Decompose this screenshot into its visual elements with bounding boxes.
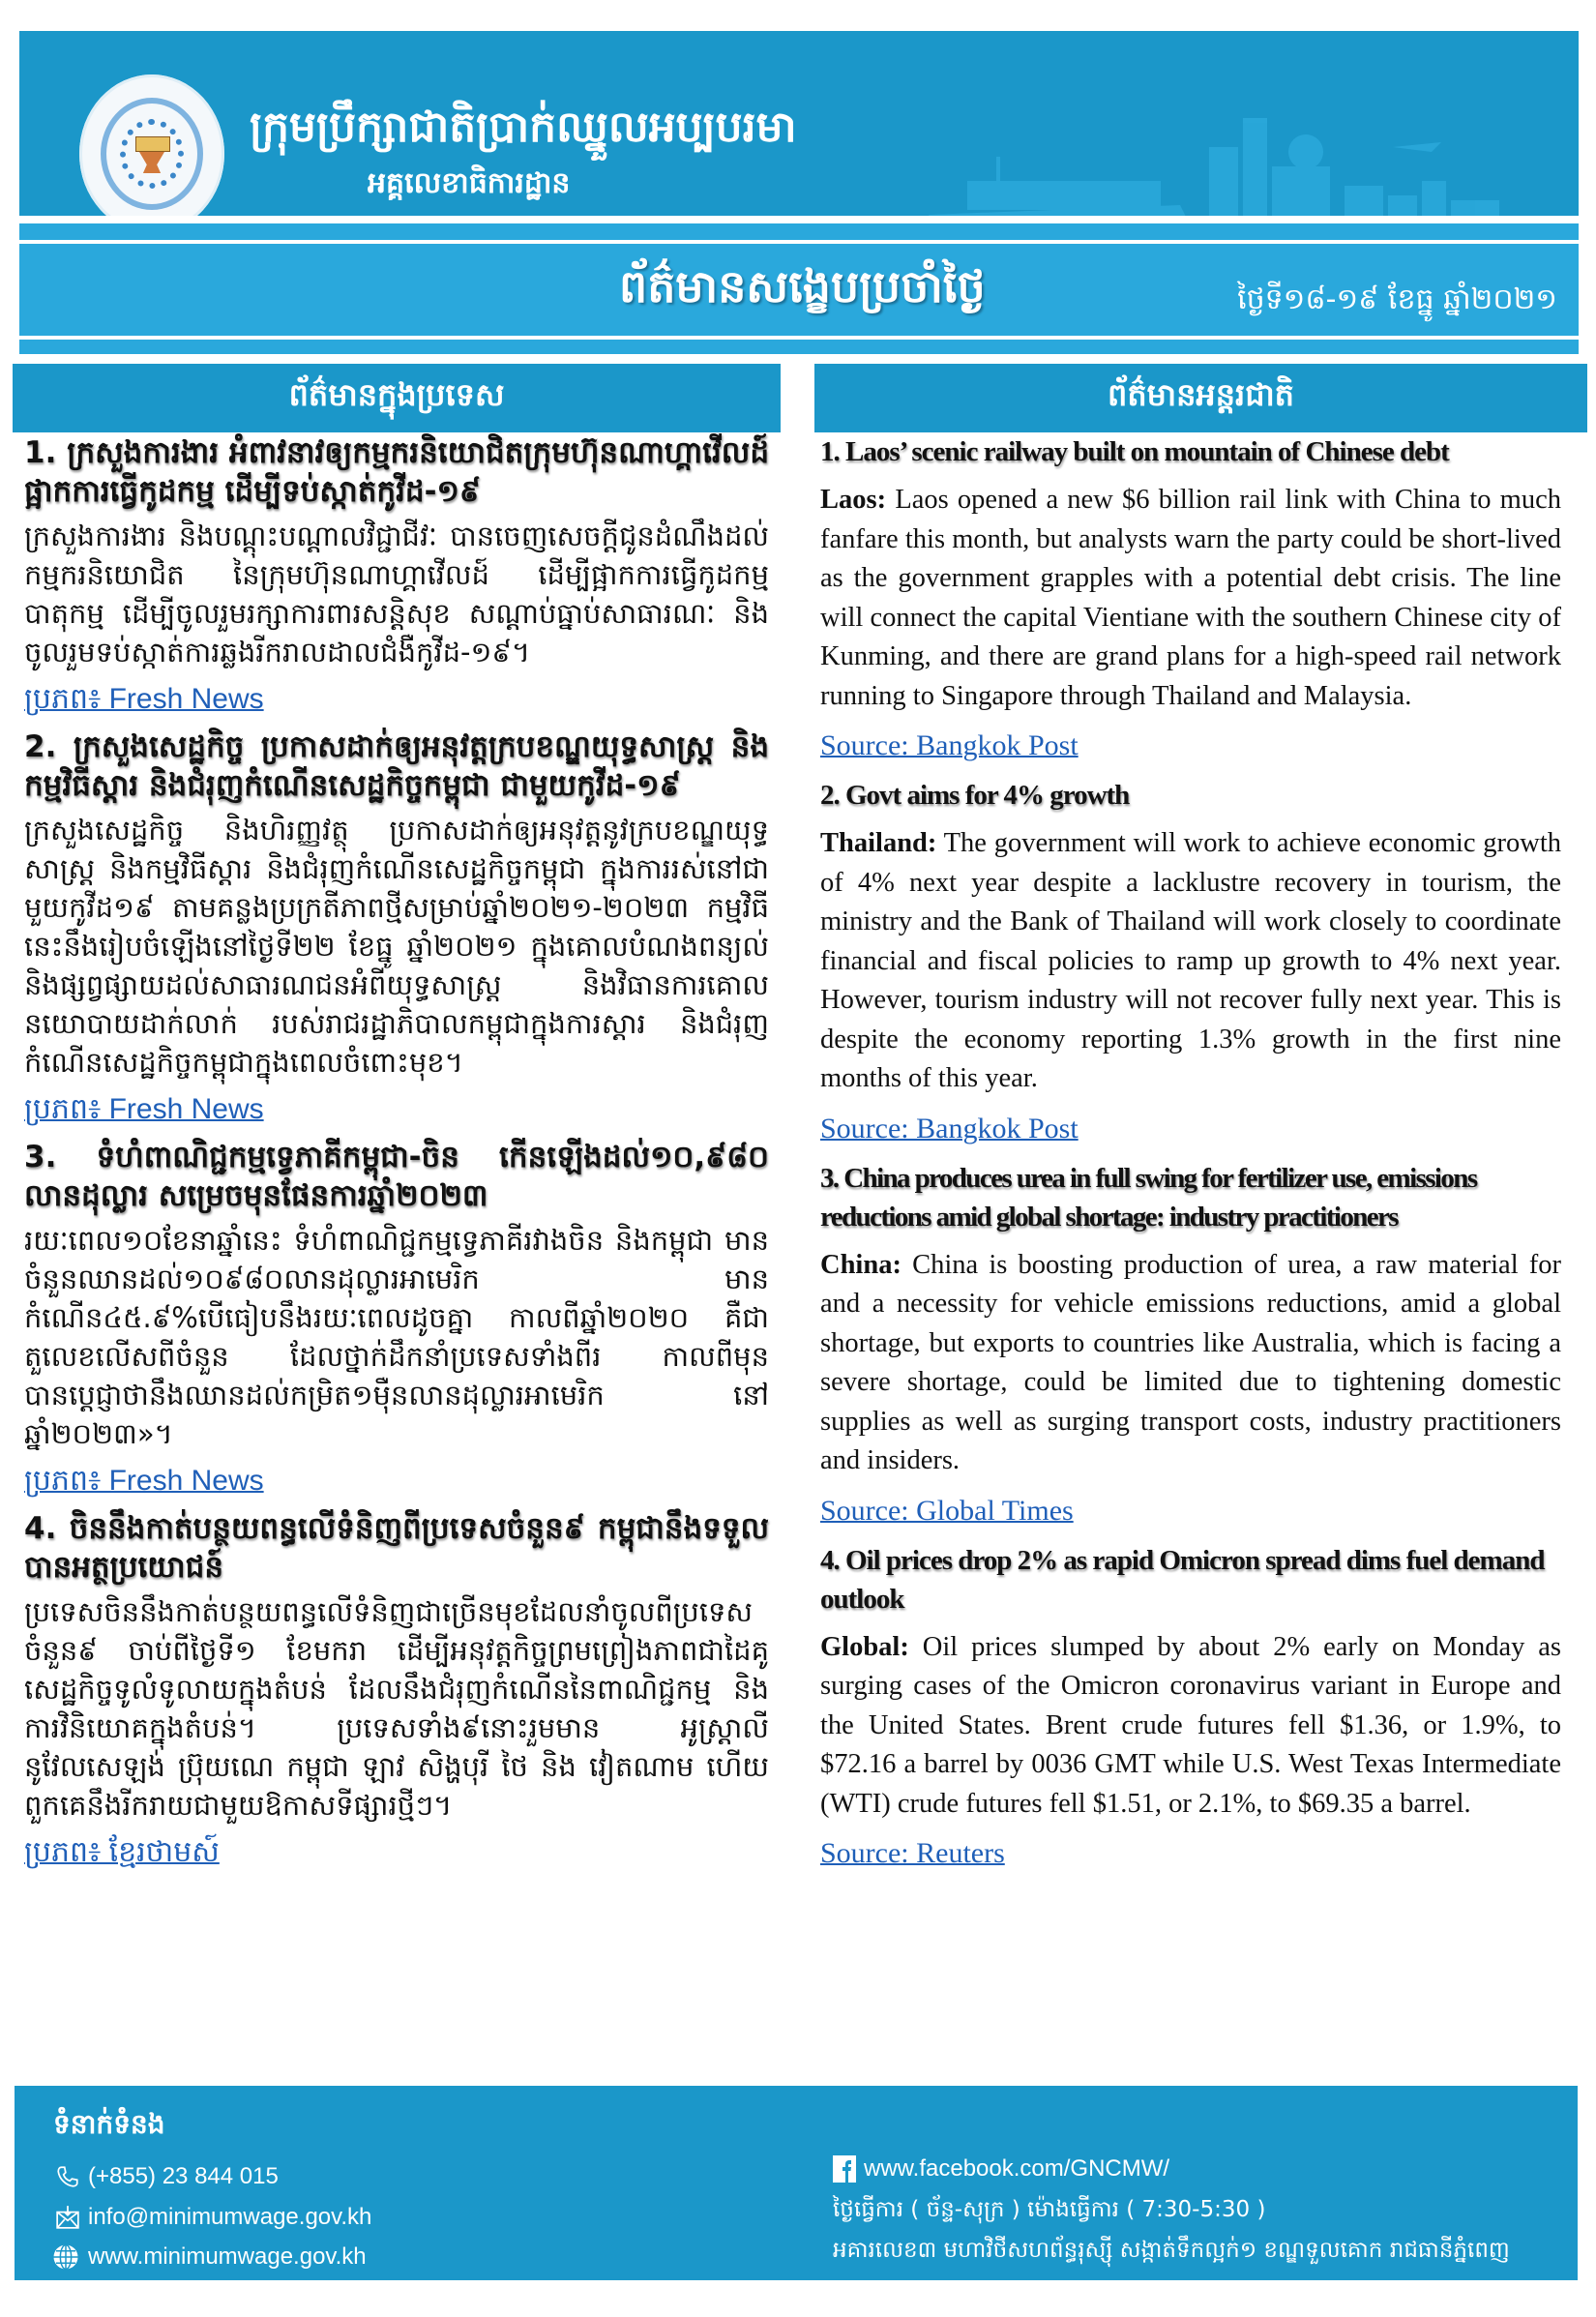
facebook-link[interactable]: www.facebook.com/GNCMW/ xyxy=(864,2155,1170,2182)
local-article xyxy=(24,433,769,728)
header-banner xyxy=(19,31,1579,216)
article-lead: China: xyxy=(820,1249,901,1280)
org-name: ក្រុមប្រឹក្សាជាតិប្រាក់ឈ្នួលអប្បបរមា xyxy=(250,103,797,152)
article-lead: Global: xyxy=(820,1631,909,1662)
article-text: Laos opened a new $6 billion rail link with China to much fanfare this month, but analysts warn the party could be short-lived as the government grapples with a potential debt crisis. The line will connect the capital Vientiane with the southern Chinese city of Kunming, and there are grand plans for a high-speed rail network running to Singapore through Thailand and Malaysia. xyxy=(820,485,1561,711)
article-body: ក្រសួងសេដ្ឋកិច្ច និងហិរញ្ញវត្ថុ ប្រកាសដាក់ឲ្យអនុវត្តនូវក្របខណ្ឌយុទ្ធសាស្ត្រ និងកម្មវិធីស្តារ និងជំរុញកំណើនសេដ្ឋកិច្ចកម្ពុជា ក្នុងការរស់នៅជាមួយកូវីដ១៩ តាមគន្លងប្រក្រតីភាពថ្មីសម្រាប់ឆ្នាំ២០២១-២០២៣ កម្មវិធីនេះនឹងរៀបចំឡើងនៅថ្ងៃទី២២ ខែធ្នូ ឆ្នាំ២០២១ ក្នុងគោលបំណងពន្យល់ និងផ្សព្វផ្សាយដល់សាធារណជនអំពីយុទ្ធសាស្ត្រ និងវិធានការគោលនយោបាយដាក់លាក់ របស់រាជរដ្ឋាភិបាលកម្ពុជាក្នុងការស្តារ និងជំរុញកំណើនសេដ្ឋកិច្ចកម្ពុជាក្នុងពេលចំពោះមុខ។ xyxy=(24,814,769,1079)
org-subtitle: អគ្គលេខាធិការដ្ឋាន xyxy=(368,166,571,200)
source-link[interactable]: Source: Global Times xyxy=(820,1494,1074,1527)
article-body xyxy=(820,481,1561,716)
source-link[interactable]: Source: Reuters xyxy=(820,1837,1005,1869)
article-body: រយៈពេល១០ខែនាឆ្នាំនេះ ទំហំពាណិជ្ជកម្មទ្វេភាគីរវាងចិន និងកម្ពុជា មានចំនួនឈានដល់១០៩៨០លានដុល្លារអាមេរិក មានកំណើន៤៥.៩%បើធៀបនឹងរយៈពេលដូចគ្នា កាលពីឆ្នាំ២០២០ គឺជាតួលេខលើសពីចំនួន ដែលថ្នាក់ដឹកនាំប្រទេសទាំងពីរ កាលពីមុនបានប្តេជ្ញាថានឹងឈានដល់កម្រិត១ម៉ឺនលានដុល្លារអាមេរិក នៅឆ្នាំ២០២៣»។ xyxy=(24,1224,769,1450)
skyline-illustration xyxy=(890,89,1567,216)
source-link[interactable]: Source: Bangkok Post xyxy=(820,729,1079,761)
local-article xyxy=(24,1509,769,1881)
source-link[interactable]: ប្រភព៖ Fresh News xyxy=(24,1465,264,1497)
local-news-heading: ព័ត៌មានក្នុងប្រទេស xyxy=(13,364,781,432)
article-title: 4. Oil prices drop 2% as rapid Omicron spread dims fuel demand outlook xyxy=(820,1544,1545,1615)
email-icon xyxy=(55,2205,80,2230)
phone-number[interactable]: (+855) 23 844 015 xyxy=(88,2163,279,2189)
address: អគារលេខ៣ មហាវិថីសហព័ន្ធរុស្ស៊ី សង្កាត់ទឹកល្អក់១ ខណ្ឌទួលគោក រាជធានីភ្នំពេញ xyxy=(833,2238,1510,2263)
local-article xyxy=(24,728,769,1138)
intl-article xyxy=(820,1159,1561,1541)
email-row xyxy=(55,2204,371,2231)
website-link[interactable]: www.minimumwage.gov.kh xyxy=(88,2243,367,2270)
globe-icon xyxy=(51,2243,80,2272)
source-link[interactable]: ប្រភព៖ Fresh News xyxy=(24,1093,264,1125)
article-title: 2. Govt aims for 4% growth xyxy=(820,780,1130,811)
phone-icon xyxy=(55,2164,80,2189)
article-lead: Thailand: xyxy=(820,828,937,858)
article-body xyxy=(820,1628,1561,1825)
phone-row xyxy=(55,2163,279,2190)
contact-title: ទំនាក់ទំនង xyxy=(53,2108,165,2140)
intl-article xyxy=(820,432,1561,776)
article-title: 3. ទំហំពាណិជ្ជកម្មទ្វេភាគីកម្ពុជា-ចិន កើនឡើងដល់១០,៩៨០ លានដុល្លារ សម្រេចមុនផែនការឆ្នាំ២០២៣ xyxy=(24,1140,769,1213)
divider-bar xyxy=(19,340,1579,354)
article-body xyxy=(820,824,1561,1099)
article-text: The government will work to achieve economic growth of 4% next year despite a lacklustre recovery in tourism, the ministry and the Bank of Thailand will work closely to coordinate financial and fiscal policies to ramp up growth to 4% next year. However, tourism industry will not recover fully next year. This is despite the economy reporting 1.3% growth in the first nine months of this year. xyxy=(820,828,1561,1093)
article-title: 2. ក្រសួងសេដ្ឋកិច្ច ប្រកាសដាក់ឲ្យអនុវត្តក្របខណ្ឌយុទ្ធសាស្ត្រ និងកម្មវិធីស្តារ និងជំរុញកំណើនសេដ្ឋកិច្ចកម្ពុជា ជាមួយកូវីដ-១៩ xyxy=(24,729,769,803)
article-text: China is boosting production of urea, a raw material for and a necessity for vehicle emissions reductions, amid a global shortage, but exports to countries like Australia, which is facing a severe shortage, could be limited due to tightening domestic supplies as well as surging transport costs, industry practitioners and insiders. xyxy=(820,1249,1562,1475)
source-link[interactable]: ប្រភព៖ ខ្មែរថាមស៍ xyxy=(24,1836,220,1868)
article-title: 1. ក្រសួងការងារ អំពាវនាវឲ្យកម្មករនិយោជិតក្រុមហ៊ុនណាហ្គាវើលដ៍ ផ្អាកការធ្វើកូដកម្ម ដើម្បីទប់ស្កាត់កូវីដ-១៩ xyxy=(24,435,769,509)
article-title: 3. China produces urea in full swing for fertilizer use, emissions reductions amid global shortage: industry practitioners xyxy=(820,1162,1477,1233)
issue-date: ថ្ងៃទី១៨-១៩ ខែធ្នូ ឆ្នាំ២០២១ xyxy=(1237,282,1557,316)
intl-article xyxy=(820,1541,1561,1885)
article-title: 4. ចិននឹងកាត់បន្ថយពន្ធលើទំនិញពីប្រទេសចំនួន៩ កម្ពុជានឹងទទួលបានអត្ថប្រយោជន៍ xyxy=(24,1511,769,1585)
footer xyxy=(15,2086,1578,2280)
working-hours: ថ្ងៃធ្វើការ ( ច័ន្ទ-សុក្រ ) ម៉ោងធ្វើការ ( 7:30-5:30 ) xyxy=(833,2197,1266,2222)
logo-seal xyxy=(79,74,224,216)
facebook-row xyxy=(833,2155,1169,2183)
website-row xyxy=(51,2243,367,2272)
page-title: ព័ត៌មានសង្ខេបប្រចាំថ្ងៃ xyxy=(619,260,986,312)
divider-bar xyxy=(19,223,1579,240)
source-link[interactable]: Source: Bangkok Post xyxy=(820,1112,1079,1144)
source-link[interactable]: ប្រភព៖ Fresh News xyxy=(24,683,264,715)
article-text: Oil prices slumped by about 2% early on Monday as surging cases of the Omicron coronavirus variant in Europe and the United States. Brent crude futures fell $1.36, or 1.9%, to $72.16 a barrel by 0036 GMT while U.S. West Texas Intermediate (WTI) crude futures fell $1.51, or 2.1%, to $69.35 a barrel. xyxy=(820,1631,1562,1819)
facebook-icon xyxy=(833,2155,856,2183)
email-address[interactable]: info@minimumwage.gov.kh xyxy=(88,2204,372,2230)
article-body: ក្រសួងការងារ និងបណ្តុះបណ្តាលវិជ្ជាជីវៈ បានចេញសេចក្តីជូនដំណឹងដល់កម្មករនិយោជិត នៃក្រុមហ៊ុនណាហ្គាវើលដ៍ ដើម្បីផ្អាកការធ្វើកូដកម្ម បាតុកម្ម ដើម្បីចូលរួមរក្សាការពារសន្តិសុខ សណ្តាប់ធ្នាប់សាធារណៈ និងចូលរួមទប់ស្កាត់ការឆ្លងរីករាលដាលជំងឺកូវីដ-១៩។ xyxy=(24,520,769,668)
article-title: 1. Laos’ scenic railway built on mountain of Chinese debt xyxy=(820,436,1449,467)
international-news-heading: ព័ត៌មានអន្តរជាតិ xyxy=(814,364,1587,432)
intl-article xyxy=(820,776,1561,1159)
local-news-column xyxy=(24,433,769,1881)
article-lead: Laos: xyxy=(820,485,887,515)
local-article xyxy=(24,1138,769,1509)
international-news-column xyxy=(820,432,1561,1884)
article-body xyxy=(820,1246,1561,1481)
article-body: ប្រទេសចិននឹងកាត់បន្ថយពន្ធលើទំនិញជាច្រើនមុខដែលនាំចូលពីប្រទេសចំនួន៩ ចាប់ពីថ្ងៃទី១ ខែមករា ដើម្បីអនុវត្តកិច្ចព្រមព្រៀងភាពជាដៃគូសេដ្ឋកិច្ចទូលំទូលាយក្នុងតំបន់ ដែលនឹងជំរុញកំណើននៃពាណិជ្ជកម្ម និងការវិនិយោគក្នុងតំបន់។ ប្រទេសទាំង៩នោះរួមមាន អូស្ត្រាលី នូវែលសេឡង់ ប៊្រុយណេ កម្ពុជា ឡាវ សិង្ហបុរី ថៃ និង វៀតណាម ហើយពួកគេនឹងរីករាយជាមួយឱកាសទីផ្សារថ្មីៗ។ xyxy=(24,1595,769,1822)
